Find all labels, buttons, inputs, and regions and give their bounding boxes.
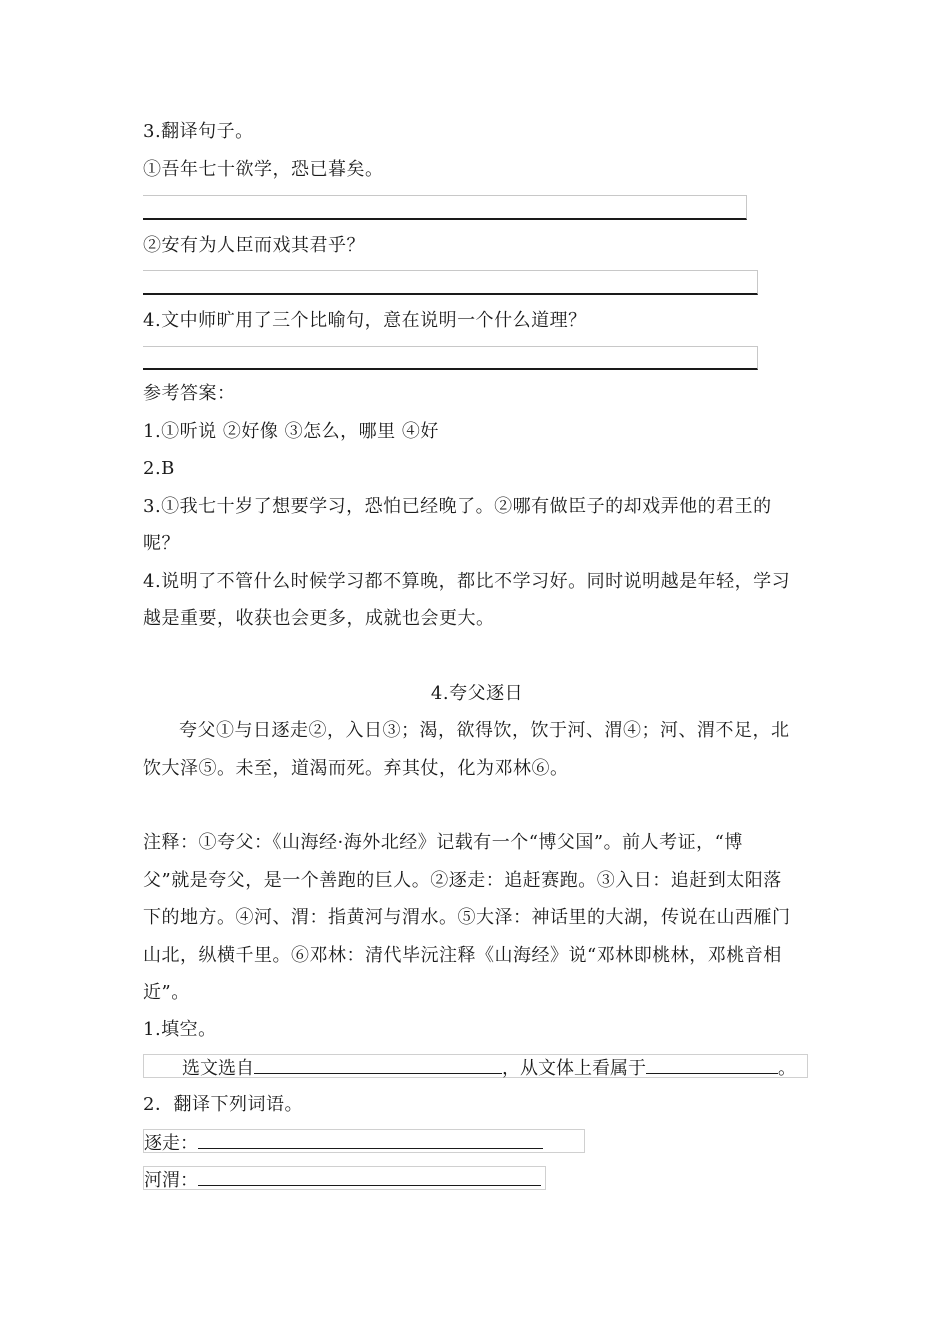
notes-line-1: 注释：①夸父：《山海经·海外北经》记载有一个“博父国”。前人考证，“博: [143, 832, 743, 853]
exercise-1-suffix: 。: [778, 1058, 796, 1079]
question-3-heading: 3.翻译句子。: [143, 121, 254, 142]
question-4-heading: 4.文中师旷用了三个比喻句，意在说明一个什么道理？: [143, 310, 587, 331]
exercise-1-prefix: 选文选自: [182, 1058, 254, 1079]
passage-title: 4.夸父逐日: [430, 683, 524, 704]
answer-line-question-4[interactable]: [143, 346, 758, 370]
fill-blank-genre[interactable]: [646, 1055, 778, 1074]
answer-2: 2.B: [143, 458, 175, 479]
exercise-2-item-2-label: 河渭：: [144, 1170, 198, 1191]
answer-3-line-1: 3.①我七十岁了想要学习，恐怕已经晚了。②哪有做臣子的却戏弄他的君王的: [143, 496, 772, 517]
fill-blank-source[interactable]: [254, 1055, 502, 1074]
notes-line-3: 下的地方。④河、渭：指黄河与渭水。⑤大泽：神话里的大湖，传说在山西雁门: [143, 907, 791, 928]
answer-line-sentence-2[interactable]: [143, 270, 758, 295]
answer-3-line-2: 呢？: [143, 533, 180, 554]
answer-4-line-2: 越是重要，收获也会更多，成就也会更大。: [143, 608, 495, 629]
answer-line-sentence-1[interactable]: [143, 195, 747, 220]
passage-text-line-1: 夸父①与日逐走②，入日③；渴，欲得饮，饮于河、渭④；河、渭不足，北: [179, 720, 790, 741]
exercise-2-heading: 2．翻译下列词语。: [143, 1094, 303, 1115]
notes-line-4: 山北，纵横千里。⑥邓林：清代毕沅注释《山海经》说“邓林即桃林，邓桃音相: [143, 945, 782, 966]
question-3-sentence-1: ①吾年七十欲学，恐已暮矣。: [143, 159, 384, 180]
answer-1: 1.①听说 ②好像 ③怎么，哪里 ④好: [143, 421, 439, 442]
exercise-1-heading: 1.填空。: [143, 1019, 217, 1040]
fill-blank-zhuzou[interactable]: [198, 1130, 543, 1149]
exercise-2-item-2-row: [143, 1166, 546, 1190]
exercise-1-middle: ，从文体上看属于: [502, 1058, 646, 1079]
exercise-1-fill-row: [143, 1054, 808, 1078]
notes-line-2: 父”就是夸父，是一个善跑的巨人。②逐走：追赶赛跑。③入日：追赶到太阳落: [143, 870, 782, 891]
answers-heading: 参考答案：: [143, 383, 236, 404]
fill-blank-hewei[interactable]: [198, 1167, 541, 1186]
exercise-2-item-1-label: 逐走：: [144, 1133, 198, 1154]
answer-4-line-1: 4.说明了不管什么时候学习都不算晚，都比不学习好。同时说明越是年轻，学习: [143, 571, 791, 592]
notes-line-5: 近”。: [143, 982, 190, 1003]
question-3-sentence-2: ②安有为人臣而戏其君乎？: [143, 235, 365, 256]
exercise-2-item-1-row: [143, 1129, 585, 1153]
passage-text-line-2: 饮大泽⑤。未至，道渴而死。弃其仗，化为邓林⑥。: [143, 758, 569, 779]
